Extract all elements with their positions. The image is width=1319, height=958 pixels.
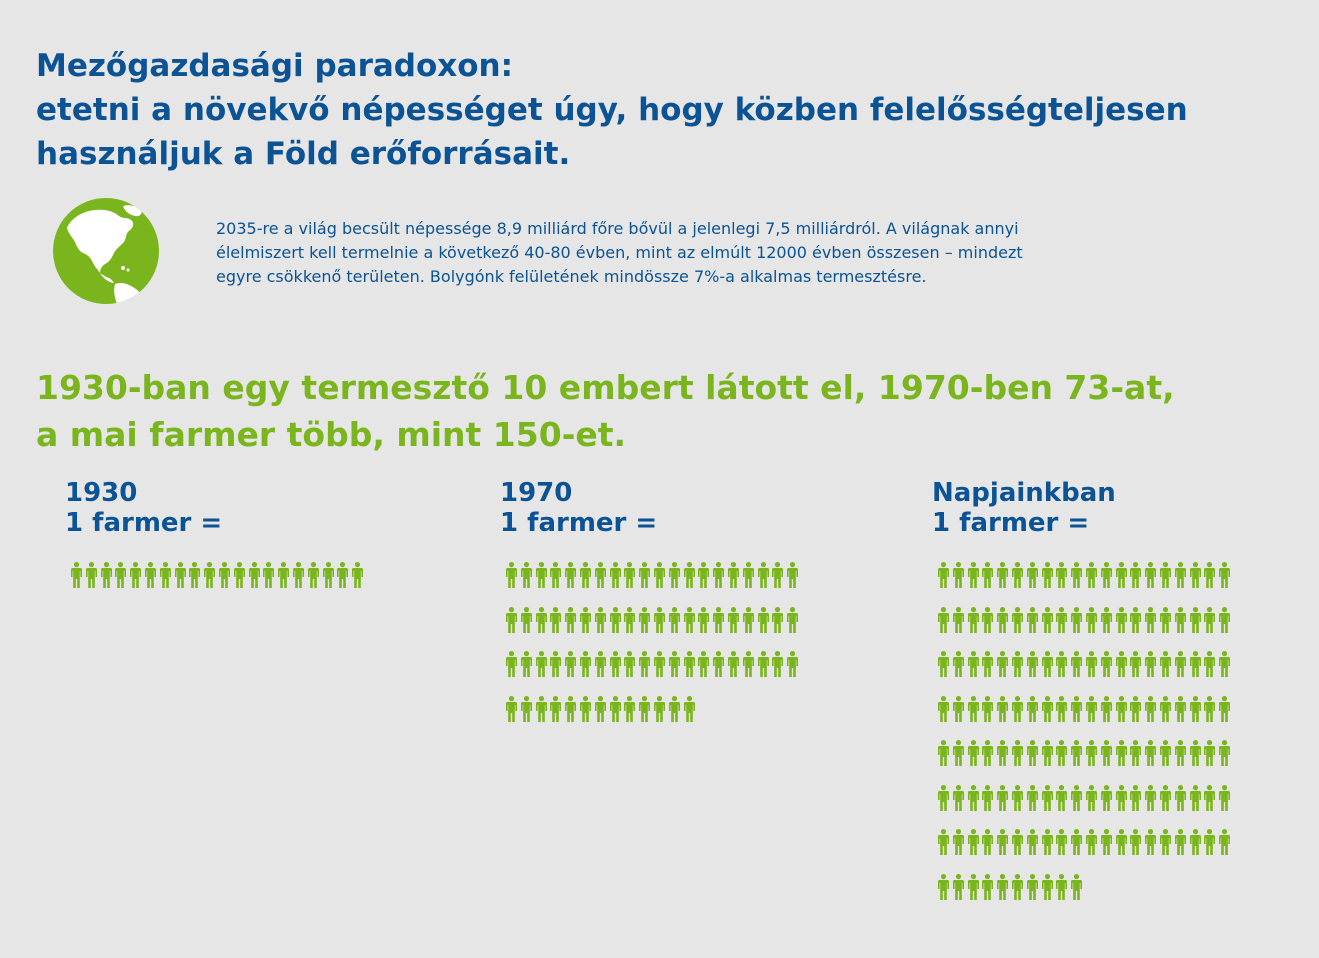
person-icon bbox=[1219, 785, 1230, 811]
person-icon bbox=[580, 607, 591, 633]
person-icon bbox=[506, 562, 517, 588]
person-icon bbox=[1012, 696, 1023, 722]
person-icon bbox=[1204, 651, 1215, 677]
person-icon bbox=[684, 607, 695, 633]
column-farmer-label: 1 farmer = bbox=[932, 508, 1090, 538]
person-icon bbox=[1204, 740, 1215, 766]
person-icon bbox=[610, 607, 621, 633]
person-icon bbox=[968, 740, 979, 766]
person-icon bbox=[997, 740, 1008, 766]
person-icon bbox=[580, 651, 591, 677]
person-icon bbox=[1160, 740, 1171, 766]
person-icon bbox=[1056, 874, 1067, 900]
person-icon bbox=[982, 562, 993, 588]
person-icon bbox=[565, 651, 576, 677]
person-icon bbox=[1175, 785, 1186, 811]
intro-line-3: egyre csökkenő területen. Bolygónk felületének mindössze 7%-a alkalmas termesztésre. bbox=[216, 267, 927, 286]
person-icon bbox=[1101, 607, 1112, 633]
person-icon bbox=[758, 651, 769, 677]
person-icon bbox=[1012, 562, 1023, 588]
person-icon bbox=[115, 562, 126, 588]
person-icon bbox=[1116, 562, 1127, 588]
person-icon bbox=[953, 829, 964, 855]
person-icon bbox=[610, 696, 621, 722]
person-icon bbox=[938, 785, 949, 811]
person-icon bbox=[1071, 651, 1082, 677]
person-icon bbox=[521, 607, 532, 633]
person-icon bbox=[938, 740, 949, 766]
person-icon bbox=[758, 562, 769, 588]
person-icon bbox=[1130, 651, 1141, 677]
person-icon bbox=[728, 651, 739, 677]
person-icon bbox=[1145, 696, 1156, 722]
person-icon bbox=[684, 562, 695, 588]
column-today bbox=[932, 478, 1116, 538]
person-icon bbox=[1012, 651, 1023, 677]
person-icon bbox=[1027, 607, 1038, 633]
person-icon bbox=[1027, 785, 1038, 811]
person-icon bbox=[1042, 740, 1053, 766]
person-icon bbox=[787, 607, 798, 633]
person-icon bbox=[1012, 874, 1023, 900]
person-icon bbox=[1056, 829, 1067, 855]
person-icon bbox=[953, 607, 964, 633]
person-icon bbox=[521, 696, 532, 722]
column-label bbox=[932, 478, 1116, 538]
person-icon bbox=[1056, 785, 1067, 811]
person-icon bbox=[1145, 785, 1156, 811]
person-icon bbox=[595, 607, 606, 633]
person-icon bbox=[1190, 696, 1201, 722]
person-icon bbox=[1071, 607, 1082, 633]
person-icon bbox=[698, 562, 709, 588]
person-icon bbox=[1086, 696, 1097, 722]
person-icon bbox=[565, 696, 576, 722]
person-icon bbox=[610, 651, 621, 677]
person-icon bbox=[323, 562, 334, 588]
person-icon bbox=[1130, 607, 1141, 633]
column-period: Napjainkban bbox=[932, 478, 1116, 508]
person-icon bbox=[550, 607, 561, 633]
person-icon bbox=[1116, 785, 1127, 811]
person-icon bbox=[953, 696, 964, 722]
person-icon bbox=[71, 562, 82, 588]
person-icon bbox=[1175, 562, 1186, 588]
subheading-line-2: a mai farmer több, mint 150-et. bbox=[36, 415, 627, 454]
person-icon bbox=[263, 562, 274, 588]
person-icon bbox=[1101, 785, 1112, 811]
person-icon bbox=[1130, 829, 1141, 855]
person-icon bbox=[1042, 651, 1053, 677]
person-icon bbox=[1042, 874, 1053, 900]
person-icon bbox=[1190, 562, 1201, 588]
person-icon bbox=[175, 562, 186, 588]
person-icon bbox=[610, 562, 621, 588]
column-period: 1930 bbox=[65, 478, 138, 508]
person-icon bbox=[938, 651, 949, 677]
person-icon bbox=[101, 562, 112, 588]
person-icon bbox=[1204, 785, 1215, 811]
person-icon bbox=[1027, 874, 1038, 900]
person-icon bbox=[743, 651, 754, 677]
person-icon bbox=[968, 874, 979, 900]
person-icon bbox=[639, 651, 650, 677]
person-icon bbox=[536, 651, 547, 677]
person-icon bbox=[953, 562, 964, 588]
person-icon bbox=[1219, 829, 1230, 855]
column-1930 bbox=[65, 478, 222, 538]
person-icon bbox=[595, 562, 606, 588]
person-icon bbox=[938, 607, 949, 633]
person-icon bbox=[938, 829, 949, 855]
person-icon bbox=[1160, 607, 1171, 633]
person-icon bbox=[1086, 785, 1097, 811]
person-icon bbox=[1160, 785, 1171, 811]
person-icon bbox=[249, 562, 260, 588]
person-icon bbox=[772, 607, 783, 633]
person-icon bbox=[639, 696, 650, 722]
title-line-2: etetni a növekvő népességet úgy, hogy közben felelősségteljesen bbox=[36, 92, 1188, 128]
person-icon bbox=[1130, 740, 1141, 766]
person-icon bbox=[1042, 696, 1053, 722]
person-icon bbox=[982, 874, 993, 900]
person-icon bbox=[772, 562, 783, 588]
person-icon bbox=[713, 651, 724, 677]
column-1970 bbox=[500, 478, 657, 538]
person-icon bbox=[624, 696, 635, 722]
person-icon bbox=[1027, 562, 1038, 588]
person-icon bbox=[550, 651, 561, 677]
person-icon bbox=[1204, 607, 1215, 633]
column-period: 1970 bbox=[500, 478, 573, 508]
title-line-3: használjuk a Föld erőforrásait. bbox=[36, 136, 571, 172]
person-icon bbox=[1027, 829, 1038, 855]
person-icon bbox=[639, 607, 650, 633]
person-icon bbox=[1116, 607, 1127, 633]
person-icon bbox=[1145, 740, 1156, 766]
person-icon bbox=[1012, 607, 1023, 633]
person-icon bbox=[521, 562, 532, 588]
column-label bbox=[65, 478, 222, 538]
person-icon bbox=[1101, 829, 1112, 855]
person-icon bbox=[1204, 829, 1215, 855]
person-icon bbox=[1056, 696, 1067, 722]
person-icon bbox=[1012, 829, 1023, 855]
person-icon bbox=[1204, 696, 1215, 722]
person-icon bbox=[160, 562, 171, 588]
person-icon bbox=[1145, 651, 1156, 677]
person-icon bbox=[968, 696, 979, 722]
person-icon bbox=[953, 785, 964, 811]
person-icon bbox=[1056, 740, 1067, 766]
person-icon bbox=[1086, 562, 1097, 588]
title-line-1: Mezőgazdasági paradoxon: bbox=[36, 48, 514, 84]
person-icon bbox=[669, 562, 680, 588]
person-icon bbox=[1145, 562, 1156, 588]
person-icon bbox=[1071, 785, 1082, 811]
person-icon bbox=[580, 696, 591, 722]
person-icon bbox=[938, 562, 949, 588]
person-icon bbox=[997, 607, 1008, 633]
person-icon bbox=[1086, 829, 1097, 855]
intro-line-2: élelmiszert kell termelnie a következő 40-80 évben, mint az elmúlt 12000 évben összesen – mindezt bbox=[216, 243, 1023, 262]
person-icon bbox=[565, 562, 576, 588]
person-icon bbox=[654, 651, 665, 677]
person-icon bbox=[1175, 829, 1186, 855]
person-icon bbox=[1190, 651, 1201, 677]
person-icon bbox=[1116, 651, 1127, 677]
person-icon bbox=[968, 607, 979, 633]
person-icon bbox=[953, 874, 964, 900]
person-icon bbox=[595, 651, 606, 677]
person-icon bbox=[1027, 696, 1038, 722]
person-icon bbox=[1160, 696, 1171, 722]
person-icon bbox=[219, 562, 230, 588]
column-farmer-label: 1 farmer = bbox=[500, 508, 658, 538]
person-icon bbox=[1190, 740, 1201, 766]
person-icon bbox=[130, 562, 141, 588]
person-icon bbox=[669, 607, 680, 633]
person-icon bbox=[1101, 562, 1112, 588]
person-icon bbox=[580, 562, 591, 588]
person-icon bbox=[565, 607, 576, 633]
person-icon bbox=[1175, 607, 1186, 633]
person-icon bbox=[1042, 785, 1053, 811]
person-icon bbox=[684, 696, 695, 722]
intro-line-1: 2035-re a világ becsült népessége 8,9 milliárd főre bővül a jelenlegi 7,5 milliárdról. A világnak annyi bbox=[216, 219, 1019, 238]
person-icon bbox=[1130, 696, 1141, 722]
person-icon bbox=[1160, 829, 1171, 855]
person-icon bbox=[968, 829, 979, 855]
person-icon bbox=[1130, 562, 1141, 588]
person-icon bbox=[982, 651, 993, 677]
person-icon bbox=[352, 562, 363, 588]
column-label bbox=[500, 478, 657, 538]
person-icon bbox=[713, 607, 724, 633]
person-icon bbox=[624, 651, 635, 677]
person-icon bbox=[1012, 785, 1023, 811]
person-icon bbox=[1042, 562, 1053, 588]
person-icon bbox=[997, 785, 1008, 811]
person-icon bbox=[1042, 829, 1053, 855]
person-icon bbox=[536, 562, 547, 588]
globe-icon bbox=[53, 198, 159, 304]
person-icon bbox=[86, 562, 97, 588]
person-icon bbox=[654, 696, 665, 722]
person-icon bbox=[669, 696, 680, 722]
column-farmer-label: 1 farmer = bbox=[65, 508, 223, 538]
person-icon bbox=[1160, 562, 1171, 588]
person-icon bbox=[1219, 607, 1230, 633]
subheading bbox=[36, 364, 1296, 458]
intro-text bbox=[216, 217, 1296, 289]
person-icon bbox=[1071, 562, 1082, 588]
person-icon bbox=[1219, 696, 1230, 722]
person-icon bbox=[1027, 651, 1038, 677]
person-icon bbox=[1056, 651, 1067, 677]
person-icon bbox=[982, 740, 993, 766]
person-icon bbox=[536, 696, 547, 722]
person-icon bbox=[337, 562, 348, 588]
page-title bbox=[36, 44, 1296, 176]
person-icon bbox=[1219, 651, 1230, 677]
person-icon bbox=[1101, 651, 1112, 677]
person-icon bbox=[624, 607, 635, 633]
person-icon bbox=[968, 651, 979, 677]
person-icon bbox=[1086, 651, 1097, 677]
person-icon bbox=[1071, 740, 1082, 766]
person-icon bbox=[521, 651, 532, 677]
person-icon bbox=[1160, 651, 1171, 677]
person-icon bbox=[953, 740, 964, 766]
person-icon bbox=[1071, 874, 1082, 900]
person-icon bbox=[982, 696, 993, 722]
person-icon bbox=[968, 562, 979, 588]
person-icon bbox=[982, 785, 993, 811]
person-icon bbox=[982, 829, 993, 855]
person-icon bbox=[550, 562, 561, 588]
person-icon bbox=[1116, 696, 1127, 722]
person-icon bbox=[698, 651, 709, 677]
person-icon bbox=[669, 651, 680, 677]
subheading-line-1: 1930-ban egy termesztő 10 embert látott el, 1970-ben 73-at, bbox=[36, 368, 1175, 407]
person-icon bbox=[728, 562, 739, 588]
person-icon bbox=[1204, 562, 1215, 588]
person-icon bbox=[1101, 696, 1112, 722]
person-icon bbox=[1130, 785, 1141, 811]
person-icon bbox=[1056, 562, 1067, 588]
person-icon bbox=[938, 874, 949, 900]
person-icon bbox=[1012, 740, 1023, 766]
person-icon bbox=[997, 696, 1008, 722]
person-icon bbox=[997, 651, 1008, 677]
person-icon bbox=[982, 607, 993, 633]
person-icon bbox=[506, 651, 517, 677]
person-icon bbox=[1101, 740, 1112, 766]
person-icon bbox=[1086, 607, 1097, 633]
person-icon bbox=[713, 562, 724, 588]
person-icon bbox=[1190, 607, 1201, 633]
person-icon bbox=[624, 562, 635, 588]
person-icon bbox=[145, 562, 156, 588]
person-icon bbox=[1071, 829, 1082, 855]
person-icon bbox=[684, 651, 695, 677]
person-icon bbox=[968, 785, 979, 811]
person-icon bbox=[654, 607, 665, 633]
person-icon bbox=[293, 562, 304, 588]
person-icon bbox=[997, 874, 1008, 900]
person-icon bbox=[1190, 829, 1201, 855]
person-icon bbox=[1219, 740, 1230, 766]
person-icon bbox=[698, 607, 709, 633]
person-icon bbox=[1219, 562, 1230, 588]
person-icon bbox=[234, 562, 245, 588]
person-icon bbox=[506, 607, 517, 633]
person-icon bbox=[787, 651, 798, 677]
person-icon bbox=[536, 607, 547, 633]
person-icon bbox=[506, 696, 517, 722]
person-icon bbox=[953, 651, 964, 677]
person-icon bbox=[772, 651, 783, 677]
person-icon bbox=[550, 696, 561, 722]
person-icon bbox=[1027, 740, 1038, 766]
person-icon bbox=[743, 562, 754, 588]
person-icon bbox=[1145, 607, 1156, 633]
person-icon bbox=[1175, 696, 1186, 722]
person-icon bbox=[278, 562, 289, 588]
person-icon bbox=[1056, 607, 1067, 633]
person-icon bbox=[1145, 829, 1156, 855]
person-icon bbox=[787, 562, 798, 588]
person-icon bbox=[938, 696, 949, 722]
person-icon bbox=[743, 607, 754, 633]
person-icon bbox=[997, 562, 1008, 588]
person-icon bbox=[595, 696, 606, 722]
person-icon bbox=[997, 829, 1008, 855]
person-icon bbox=[728, 607, 739, 633]
person-icon bbox=[1190, 785, 1201, 811]
person-icon bbox=[1116, 740, 1127, 766]
person-icon bbox=[308, 562, 319, 588]
person-icon bbox=[1116, 829, 1127, 855]
person-icon bbox=[1175, 651, 1186, 677]
person-icon bbox=[654, 562, 665, 588]
person-icon bbox=[204, 562, 215, 588]
person-icon bbox=[1071, 696, 1082, 722]
person-icon bbox=[1086, 740, 1097, 766]
person-icon bbox=[1175, 740, 1186, 766]
person-icon bbox=[639, 562, 650, 588]
person-icon bbox=[1042, 607, 1053, 633]
person-icon bbox=[758, 607, 769, 633]
person-icon bbox=[189, 562, 200, 588]
